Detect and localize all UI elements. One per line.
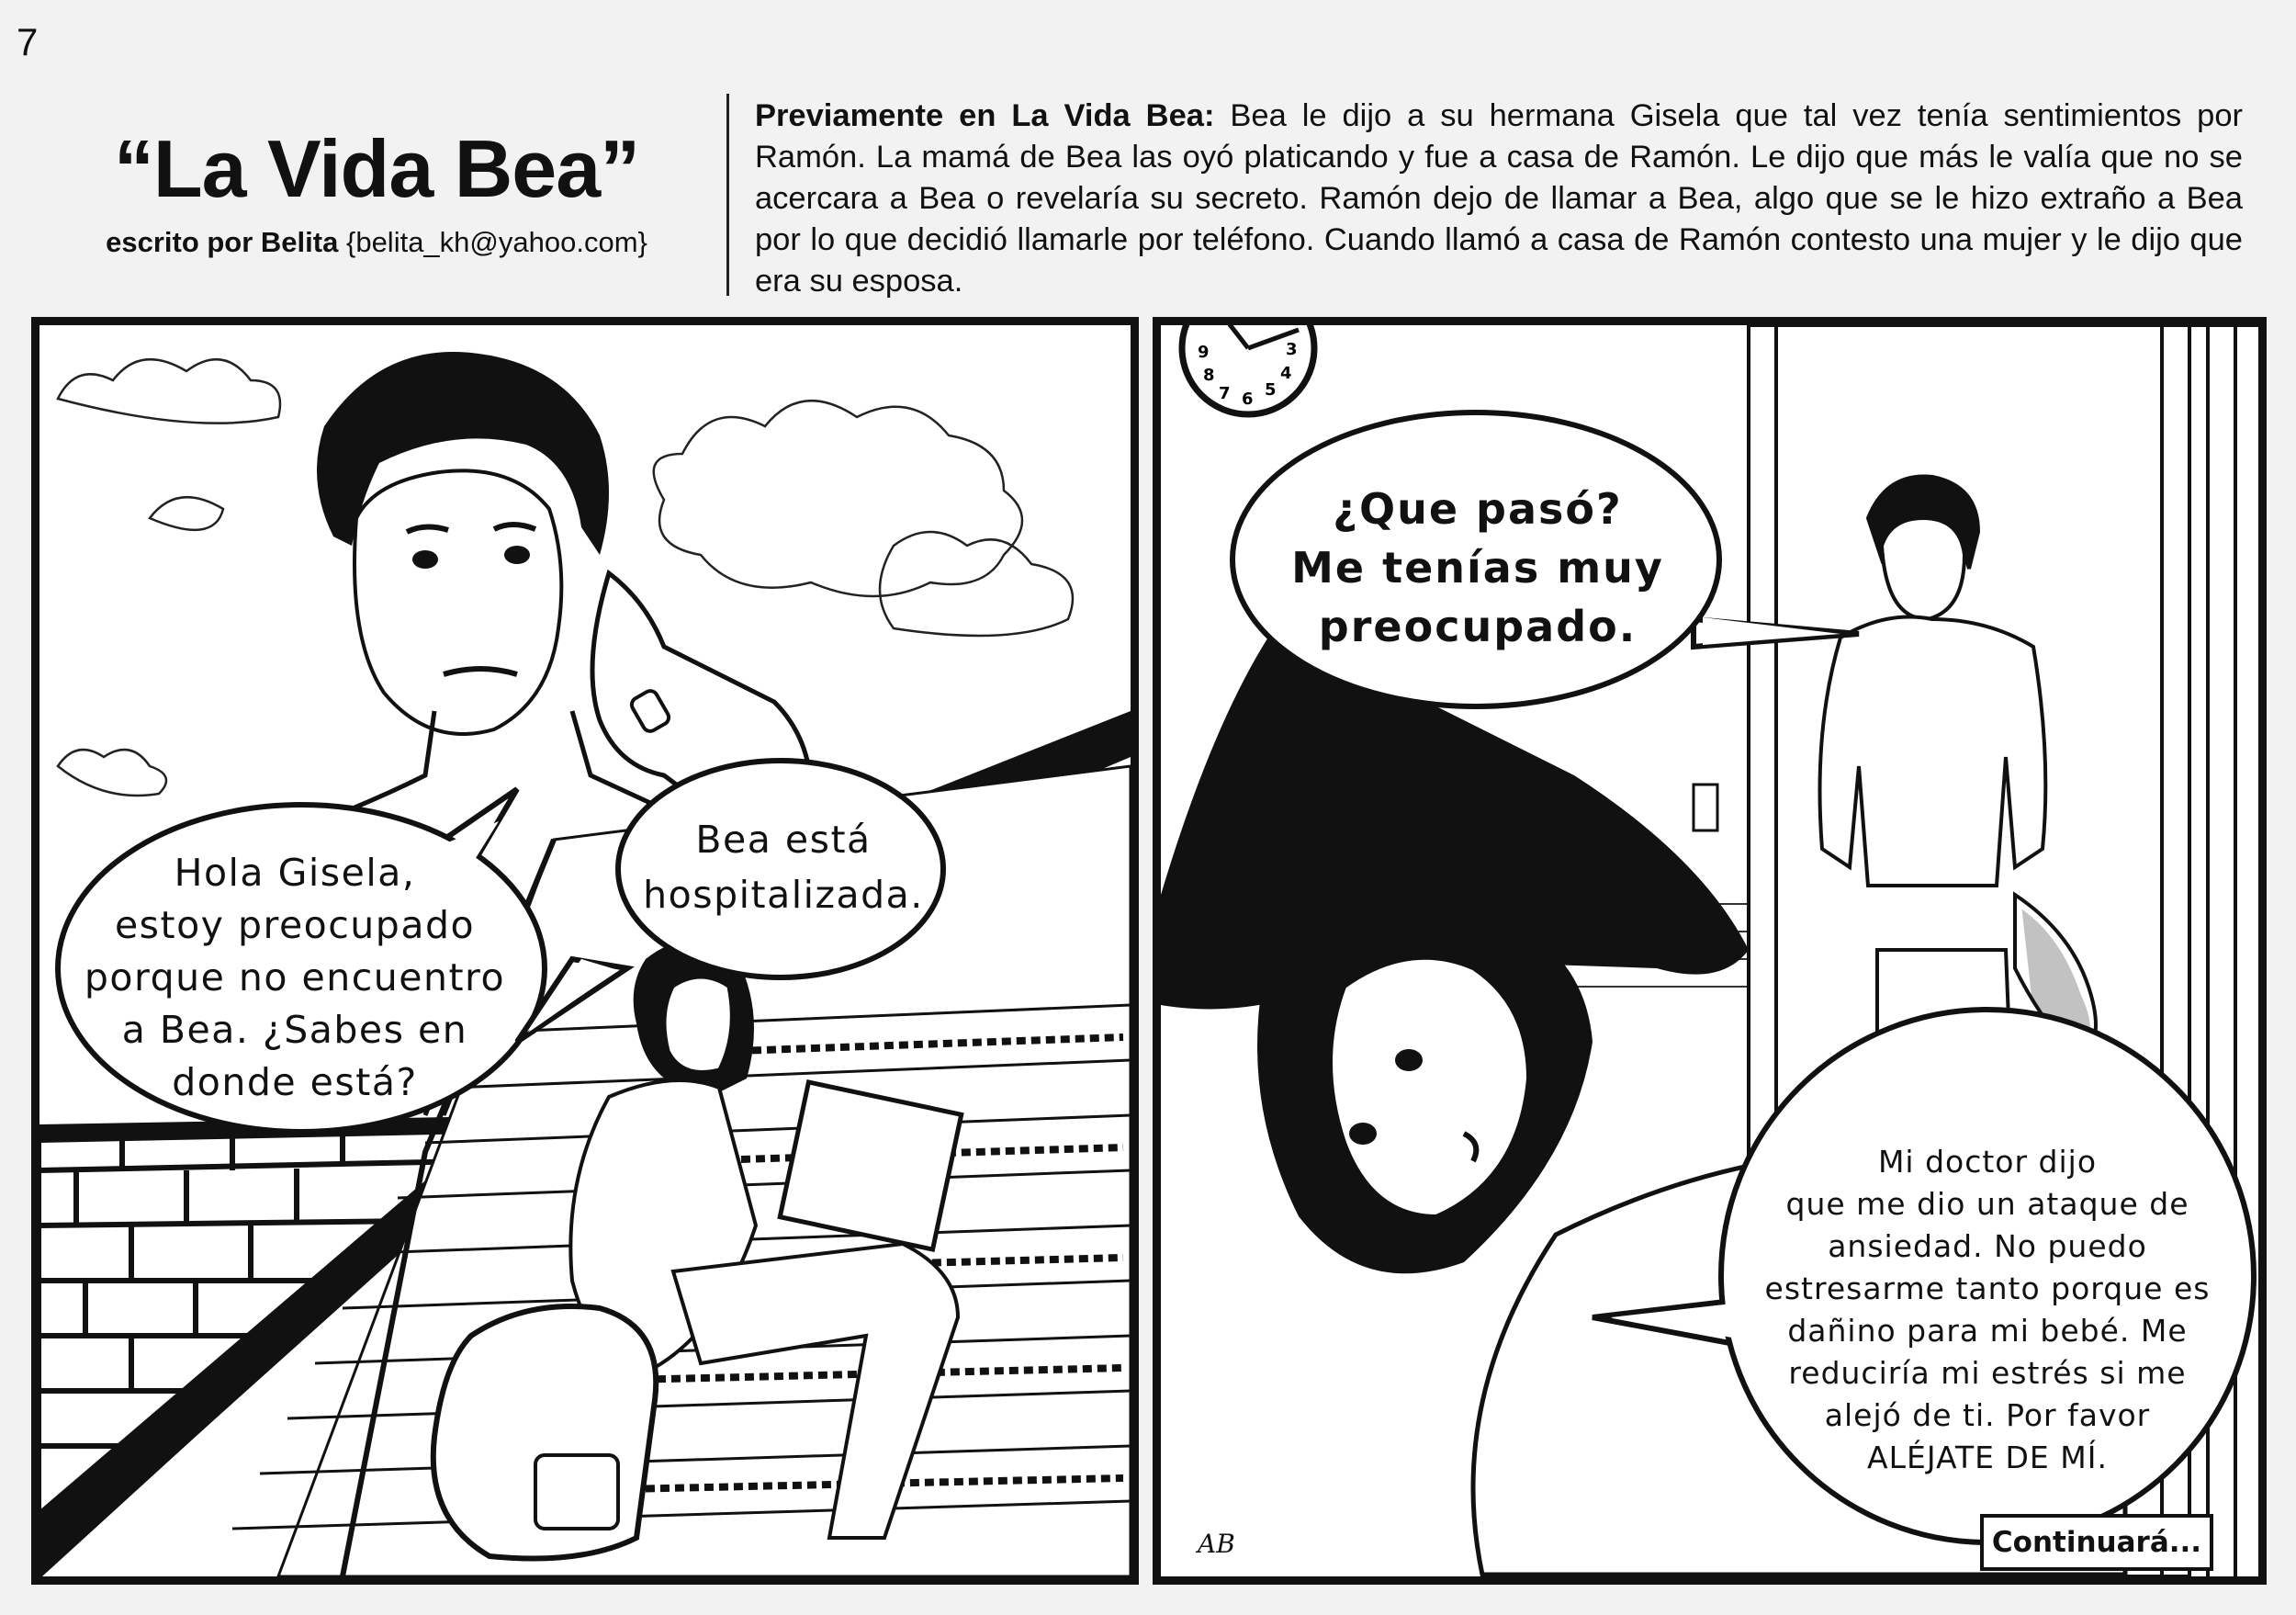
bubble-line: ¿Que pasó? [1333,484,1623,534]
speech-bubble-gisela [632,812,935,922]
clock-number: 6 [1242,390,1254,409]
continued-label: Continuará... [1980,1514,2213,1571]
bubble-line: alejó de ti. Por favor [1824,1397,2151,1433]
bubble-line: Hola Gisela, [174,851,416,895]
byline [73,226,680,259]
artist-signature: AB [1198,1529,1235,1559]
bubble-line: ansiedad. No puedo [1828,1228,2147,1264]
bubble-line: reduciría mi estrés si me [1788,1355,2187,1391]
clock-number: 8 [1203,366,1215,385]
speech-bubble-ramon-right [1239,480,1716,656]
bubble-line: porque no encuentro [84,955,506,999]
clock-number: 9 [1198,343,1210,362]
header-divider [726,94,729,296]
clock-icon [1182,325,1314,414]
recap-body: Bea le dijo a su hermana Gisela que tal vez tenía sentimientos por Ramón. La mamá de Bea las oyó platicando y fue a casa de Ramón. Le dijo que más le valía que no se acercara a Bea o revelaría su secreto. Ramón dejo de llamar a Bea, algo que se le hizo extraño a Bea por lo que decidió llamarle por teléfono. Cuando llamó a casa de Ramón contesto una mujer y le dijo que era su esposa. [755,98,2244,299]
bubble-line: hospitalizada. [643,873,924,917]
speech-bubble-ramon-left [65,847,524,1109]
clock-number: 3 [1286,340,1298,359]
clock-number: 5 [1265,380,1277,400]
bubble-line: ALÉJATE DE MÍ. [1867,1440,2108,1475]
speech-bubble-bea [1730,1141,2245,1479]
panel-right [1153,317,2267,1585]
bubble-line: donde está? [172,1060,418,1104]
bubble-line: Me tenías muy [1291,543,1664,593]
comic-title: “La Vida Bea” [113,123,640,214]
recap-paragraph [755,96,2243,302]
bubble-line: estresarme tanto porque es [1764,1271,2211,1306]
panel-left [31,317,1139,1585]
recap-lead: Previamente en La Vida Bea: [755,98,1215,133]
clock-number: 4 [1280,364,1292,383]
bubble-line: Mi doctor dijo [1877,1144,2098,1180]
page-number: 7 [17,20,39,63]
bubble-line: Bea está [695,818,872,862]
light-switch-icon [1694,785,1717,830]
clock-number: 7 [1219,384,1231,403]
byline-contact: {belita_kh@yahoo.com} [345,226,647,258]
bubble-line: dañino para mi bebé. Me [1787,1313,2188,1349]
bubble-line: a Bea. ¿Sabes en [121,1008,468,1052]
byline-author: escrito por Belita [106,226,339,258]
bubble-line: preocupado. [1318,602,1638,651]
bubble-line: que me dio un ataque de [1785,1186,2189,1222]
bubble-line: estoy preocupado [114,903,476,947]
